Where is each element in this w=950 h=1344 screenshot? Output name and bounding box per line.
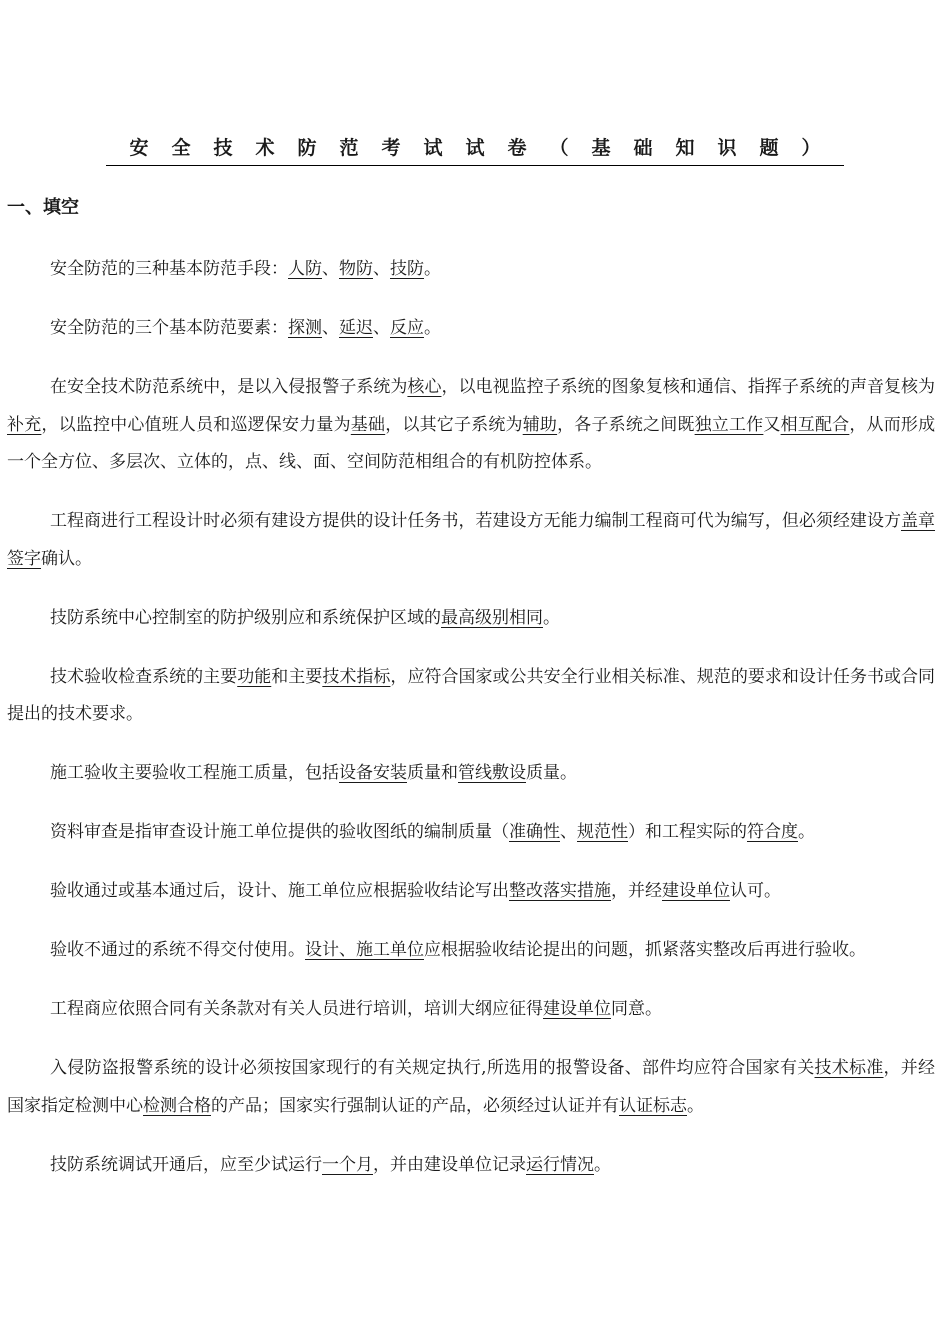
answer-blank: 人防 xyxy=(288,259,322,279)
question-item xyxy=(7,873,935,911)
answer-blank: 管线敷设 xyxy=(458,763,526,783)
question-text: 。 xyxy=(798,822,815,842)
question-text: 入侵防盗报警系统的设计必须按国家现行的有关规定执行,所选用的报警设备、部件均应符合国家有关 xyxy=(50,1058,815,1078)
answer-blank: 技防 xyxy=(390,259,424,279)
question-item xyxy=(7,503,935,578)
question-text: 。 xyxy=(424,318,441,338)
question-text: 工程商应依照合同有关条款对有关人员进行培训，培训大纲应征得 xyxy=(50,999,543,1019)
question-text: 、 xyxy=(322,318,339,338)
question-text: 确认。 xyxy=(41,548,92,569)
answer-blank: 延迟 xyxy=(339,318,373,338)
question-text: 技防系统调试开通后，应至少试运行 xyxy=(50,1154,322,1175)
question-text: ，以其它子系统为 xyxy=(385,414,523,435)
question-item xyxy=(7,659,935,734)
question-text: 在安全技术防范系统中，是以入侵报警子系统为 xyxy=(50,377,408,397)
question-item xyxy=(7,1147,935,1185)
question-text: 。 xyxy=(543,607,560,628)
answer-blank: 辅助 xyxy=(522,414,558,435)
question-text: 认可。 xyxy=(730,881,781,901)
question-text: 技防系统中心控制室的防护级别应和系统保护区域的 xyxy=(50,607,441,628)
answer-blank: 独立工作 xyxy=(694,414,764,435)
answer-blank: 相互配合 xyxy=(780,414,850,435)
question-text: 。 xyxy=(424,259,441,279)
question-text: ，应符合国家或公共安全行业相关标准、规范的要求和设计任务书或合同提出的技术要求。 xyxy=(7,666,936,724)
question-item xyxy=(7,814,935,852)
question-text: 的产品；国家实行强制认证的产品，必须经过认证并有 xyxy=(211,1095,619,1116)
question-text: 质量。 xyxy=(526,763,577,783)
question-item xyxy=(7,932,935,970)
question-text: ，各子系统之间既 xyxy=(557,414,695,435)
answer-blank: 整改落实措施 xyxy=(509,881,611,901)
question-text: 质量和 xyxy=(407,763,458,783)
answer-blank: 符合度 xyxy=(747,822,798,842)
question-text: 又 xyxy=(763,414,781,435)
answer-blank: 建设单位 xyxy=(662,881,730,901)
answer-blank: 一个月 xyxy=(322,1154,373,1175)
question-text: 施工验收主要验收工程施工质量，包括 xyxy=(50,763,339,783)
question-item xyxy=(7,991,935,1029)
answer-blank: 检测合格 xyxy=(143,1095,211,1116)
question-item xyxy=(7,251,935,289)
answer-blank: 补充 xyxy=(7,414,42,435)
answer-blank: 最高级别相同 xyxy=(441,607,543,628)
section-heading: 一、填空 xyxy=(7,197,79,218)
question-text: 、 xyxy=(322,259,339,279)
answer-blank: 设备安装 xyxy=(339,763,407,783)
question-text: ，以监控中心值班人员和巡逻保安力量为 xyxy=(41,414,351,435)
question-text: 应根据验收结论提出的问题，抓紧落实整改后再进行验收。 xyxy=(424,940,866,960)
question-item xyxy=(7,310,935,348)
question-text: 安全防范的三个基本防范要素： xyxy=(50,318,288,338)
question-text: 工程商进行工程设计时必须有建设方提供的设计任务书，若建设方无能力编制工程商可代为编写，但必须经建设方 xyxy=(50,511,901,531)
question-item xyxy=(7,755,935,793)
question-text: 技术验收检查系统的主要 xyxy=(50,666,238,687)
question-text: 资料审查是指审查设计施工单位提供的验收图纸的编制质量（ xyxy=(50,822,509,842)
question-text: 、 xyxy=(373,259,390,279)
answer-blank: 建设单位 xyxy=(543,999,611,1019)
question-text: 验收不通过的系统不得交付使用。 xyxy=(50,940,305,960)
question-text: ，以电视监控子系统的图象复核和通信、指挥子系统的声音复核为 xyxy=(441,377,936,397)
page-title: 安全技术防范考试试卷（基础知识题） xyxy=(106,131,843,166)
answer-blank: 技术标准 xyxy=(814,1058,884,1078)
answer-blank: 设计、施工单位 xyxy=(305,940,424,960)
question-item xyxy=(7,1050,935,1125)
question-text: ，从而形成一个全方位、多层次、立体的，点、线、面、空间防范相组合的有机防控体系。 xyxy=(7,414,936,472)
question-text: 和主要 xyxy=(271,666,323,687)
answer-blank: 探测 xyxy=(288,318,322,338)
question-text: 、 xyxy=(373,318,390,338)
answer-blank: 核心 xyxy=(407,377,442,397)
title-wrapper xyxy=(0,131,950,166)
question-text: ，并经国家指定检测中心 xyxy=(7,1058,936,1116)
answer-blank: 准确性 xyxy=(509,822,560,842)
answer-blank: 反应 xyxy=(390,318,424,338)
answer-blank: 规范性 xyxy=(577,822,628,842)
answer-blank: 功能 xyxy=(237,666,272,687)
question-text: ，并由建设单位记录 xyxy=(373,1154,526,1175)
answer-blank: 盖章签字 xyxy=(7,511,936,569)
answer-blank: 认证标志 xyxy=(619,1095,687,1116)
question-text: 。 xyxy=(687,1095,704,1116)
answer-blank: 技术指标 xyxy=(322,666,391,687)
answer-blank: 运行情况 xyxy=(526,1154,594,1175)
question-item xyxy=(7,600,935,638)
question-text: 安全防范的三种基本防范手段： xyxy=(50,259,288,279)
question-text: 、 xyxy=(560,822,577,842)
question-text: 。 xyxy=(594,1154,611,1175)
question-item xyxy=(7,369,935,482)
question-text: ，并经 xyxy=(611,881,662,901)
question-list xyxy=(7,251,935,1206)
question-text: 同意。 xyxy=(611,999,662,1019)
question-text: 验收通过或基本通过后，设计、施工单位应根据验收结论写出 xyxy=(50,881,509,901)
answer-blank: 物防 xyxy=(339,259,373,279)
answer-blank: 基础 xyxy=(350,414,386,435)
question-text: ）和工程实际的 xyxy=(628,822,747,842)
